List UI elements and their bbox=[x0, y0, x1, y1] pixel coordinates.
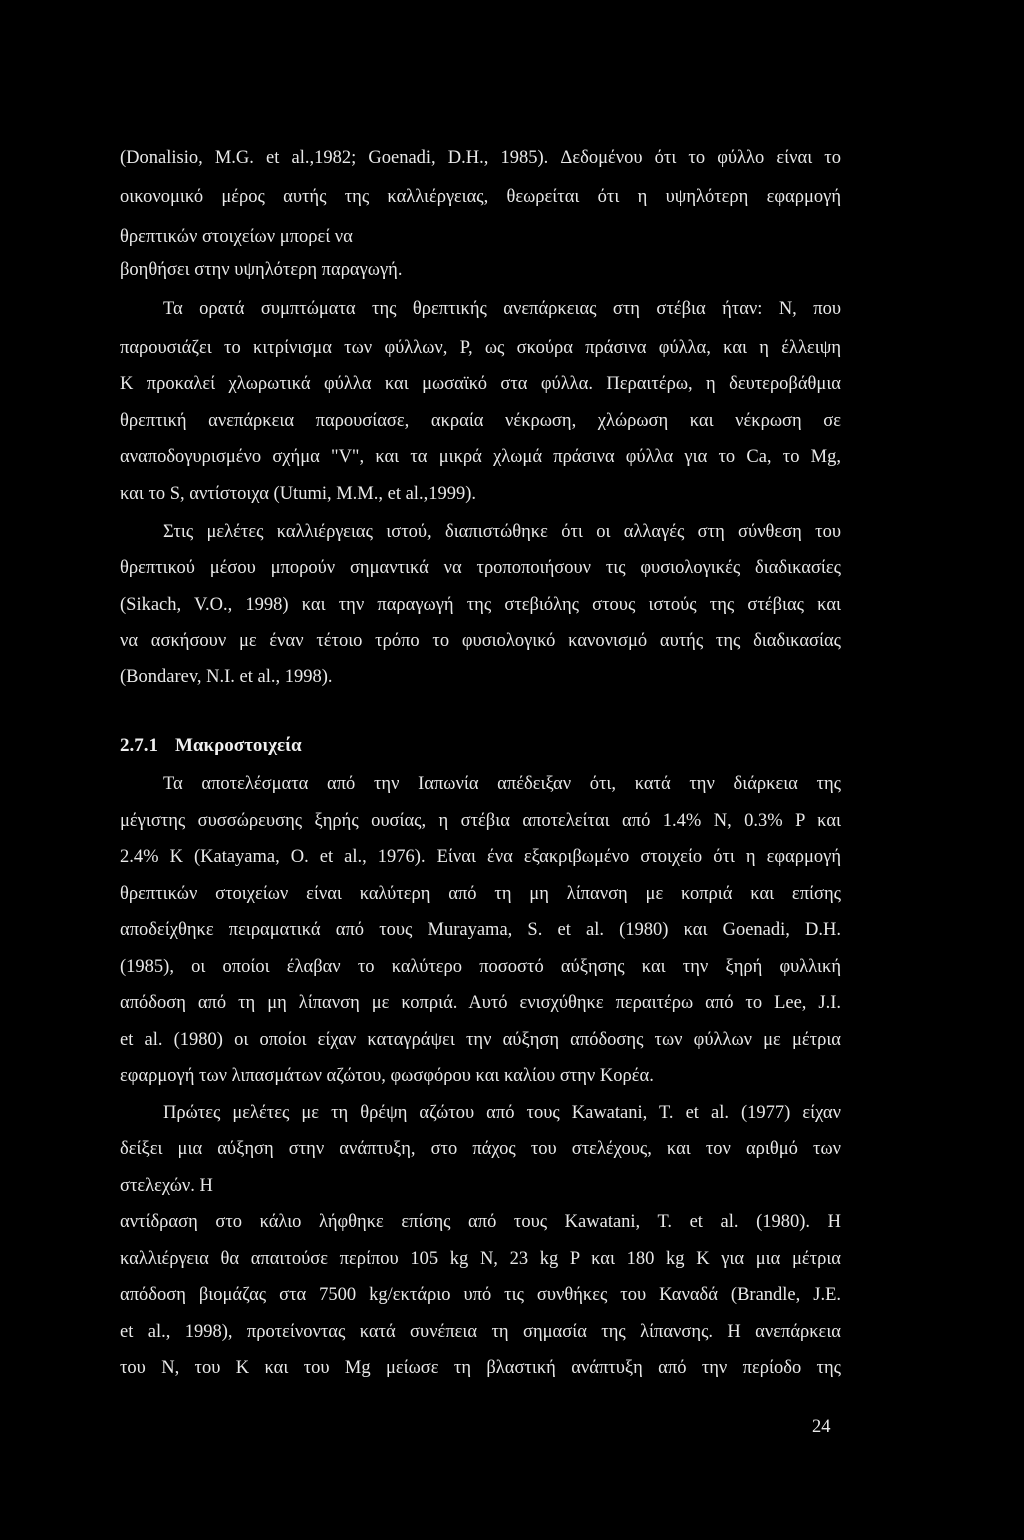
text-line: εφαρμογή των λιπασμάτων αζώτου, φωσφόρου και καλίου στην Κορέα. bbox=[120, 1066, 654, 1086]
text-line: Πρώτες μελέτες με τη θρέψη αζώτου από τους Kawatani, T. et al. (1977) είχαν bbox=[163, 1103, 841, 1123]
text-line: δείξει μια αύξηση στην ανάπτυξη, στο πάχος του στελέχους, και τον αριθμό των bbox=[120, 1139, 841, 1159]
text-line: μέγιστης συσσώρευσης ξηρής ουσίας, η στέβια αποτελείται από 1.4% N, 0.3% P και bbox=[120, 811, 841, 831]
text-line: στελεχών. Η bbox=[120, 1176, 213, 1196]
text-line: et al., 1998), προτείνοντας κατά συνέπεια τη σημασία της λίπανσης. Η ανεπάρκεια bbox=[120, 1322, 841, 1342]
text-line: και το S, αντίστοιχα (Utumi, M.M., et al.,1999). bbox=[120, 484, 476, 504]
text-line: θρεπτικών στοιχείων μπορεί να bbox=[120, 227, 353, 247]
text-line: (Bondarev, N.I. et al., 1998). bbox=[120, 667, 333, 687]
text-line: παρουσιάζει το κιτρίνισμα των φύλλων, P, ως σκούρα πράσινα φύλλα, και η έλλειψη bbox=[120, 338, 841, 358]
text-line: βοηθήσει στην υψηλότερη παραγωγή. bbox=[120, 260, 403, 280]
text-line: 2.4% K (Katayama, O. et al., 1976). Είναι ένα εξακριβωμένο στοιχείο ότι η εφαρμογή bbox=[120, 847, 841, 867]
text-line: αποδείχθηκε πειραματικά από τους Murayama, S. et al. (1980) και Goenadi, D.H. bbox=[120, 920, 841, 940]
text-line: απόδοση από τη μη λίπανση με κοπριά. Αυτό ενισχύθηκε περαιτέρω από το Lee, J.I. bbox=[120, 993, 841, 1013]
page-number: 24 bbox=[812, 1417, 831, 1437]
text-line: του N, του K και του Mg μείωσε τη βλαστική ανάπτυξη από την περίοδο της bbox=[120, 1358, 841, 1378]
text-line: αντίδραση στο κάλιο λήφθηκε επίσης από τους Kawatani, T. et al. (1980). Η bbox=[120, 1212, 841, 1232]
text-line: καλλιέργεια θα απαιτούσε περίπου 105 kg N, 23 kg P και 180 kg K για μια μέτρια bbox=[120, 1249, 841, 1269]
text-line: Στις μελέτες καλλιέργειας ιστού, διαπιστώθηκε ότι οι αλλαγές στη σύνθεση του bbox=[163, 522, 841, 542]
text-line: et al. (1980) οι οποίοι είχαν καταγράψει την αύξηση απόδοσης των φύλλων με μέτρια bbox=[120, 1030, 841, 1050]
text-line: Κ προκαλεί χλωρωτικά φύλλα και μωσαϊκό στα φύλλα. Περαιτέρω, η δευτεροβάθμια bbox=[120, 374, 841, 394]
section-number: 2.7.1 bbox=[120, 735, 158, 756]
section-heading bbox=[120, 734, 302, 758]
text-line: θρεπτικού μέσου μπορούν σημαντικά να τροποποιήσουν τις φυσιολογικές διαδικασίες bbox=[120, 558, 841, 578]
text-line: Τα αποτελέσματα από την Ιαπωνία απέδειξαν ότι, κατά την διάρκεια της bbox=[163, 774, 841, 794]
text-line: Τα ορατά συμπτώματα της θρεπτικής ανεπάρκειας στη στέβια ήταν: Ν, που bbox=[163, 299, 841, 319]
text-line: απόδοση βιομάζας στα 7500 kg/εκτάριο υπό τις συνθήκες του Καναδά (Brandle, J.E. bbox=[120, 1285, 841, 1305]
text-line: θρεπτικών στοιχείων είναι καλύτερη από τη μη λίπανση με κοπριά και επίσης bbox=[120, 884, 841, 904]
text-line: (Sikach, V.O., 1998) και την παραγωγή της στεβιόλης στους ιστούς της στέβιας και bbox=[120, 595, 841, 615]
text-line: (1985), οι οποίοι έλαβαν το καλύτερο ποσοστό αύξησης και την ξηρή φυλλική bbox=[120, 957, 841, 977]
text-line: αναποδογυρισμένο σχήμα "V", και τα μικρά χλωμά πράσινα φύλλα για το Ca, το Mg, bbox=[120, 447, 841, 467]
section-title: Μακροστοιχεία bbox=[175, 735, 302, 756]
text-line: θρεπτική ανεπάρκεια παρουσίασε, ακραία νέκρωση, χλώρωση και νέκρωση σε bbox=[120, 411, 841, 431]
text-line: να ασκήσουν με έναν τέτοιο τρόπο το φυσιολογικό κανονισμό αυτής της διαδικασίας bbox=[120, 631, 841, 651]
text-line: οικονομικό μέρος αυτής της καλλιέργειας, θεωρείται ότι η υψηλότερη εφαρμογή bbox=[120, 187, 841, 207]
text-line: (Donalisio, M.G. et al.,1982; Goenadi, D.H., 1985). Δεδομένου ότι το φύλλο είναι το bbox=[120, 148, 841, 168]
